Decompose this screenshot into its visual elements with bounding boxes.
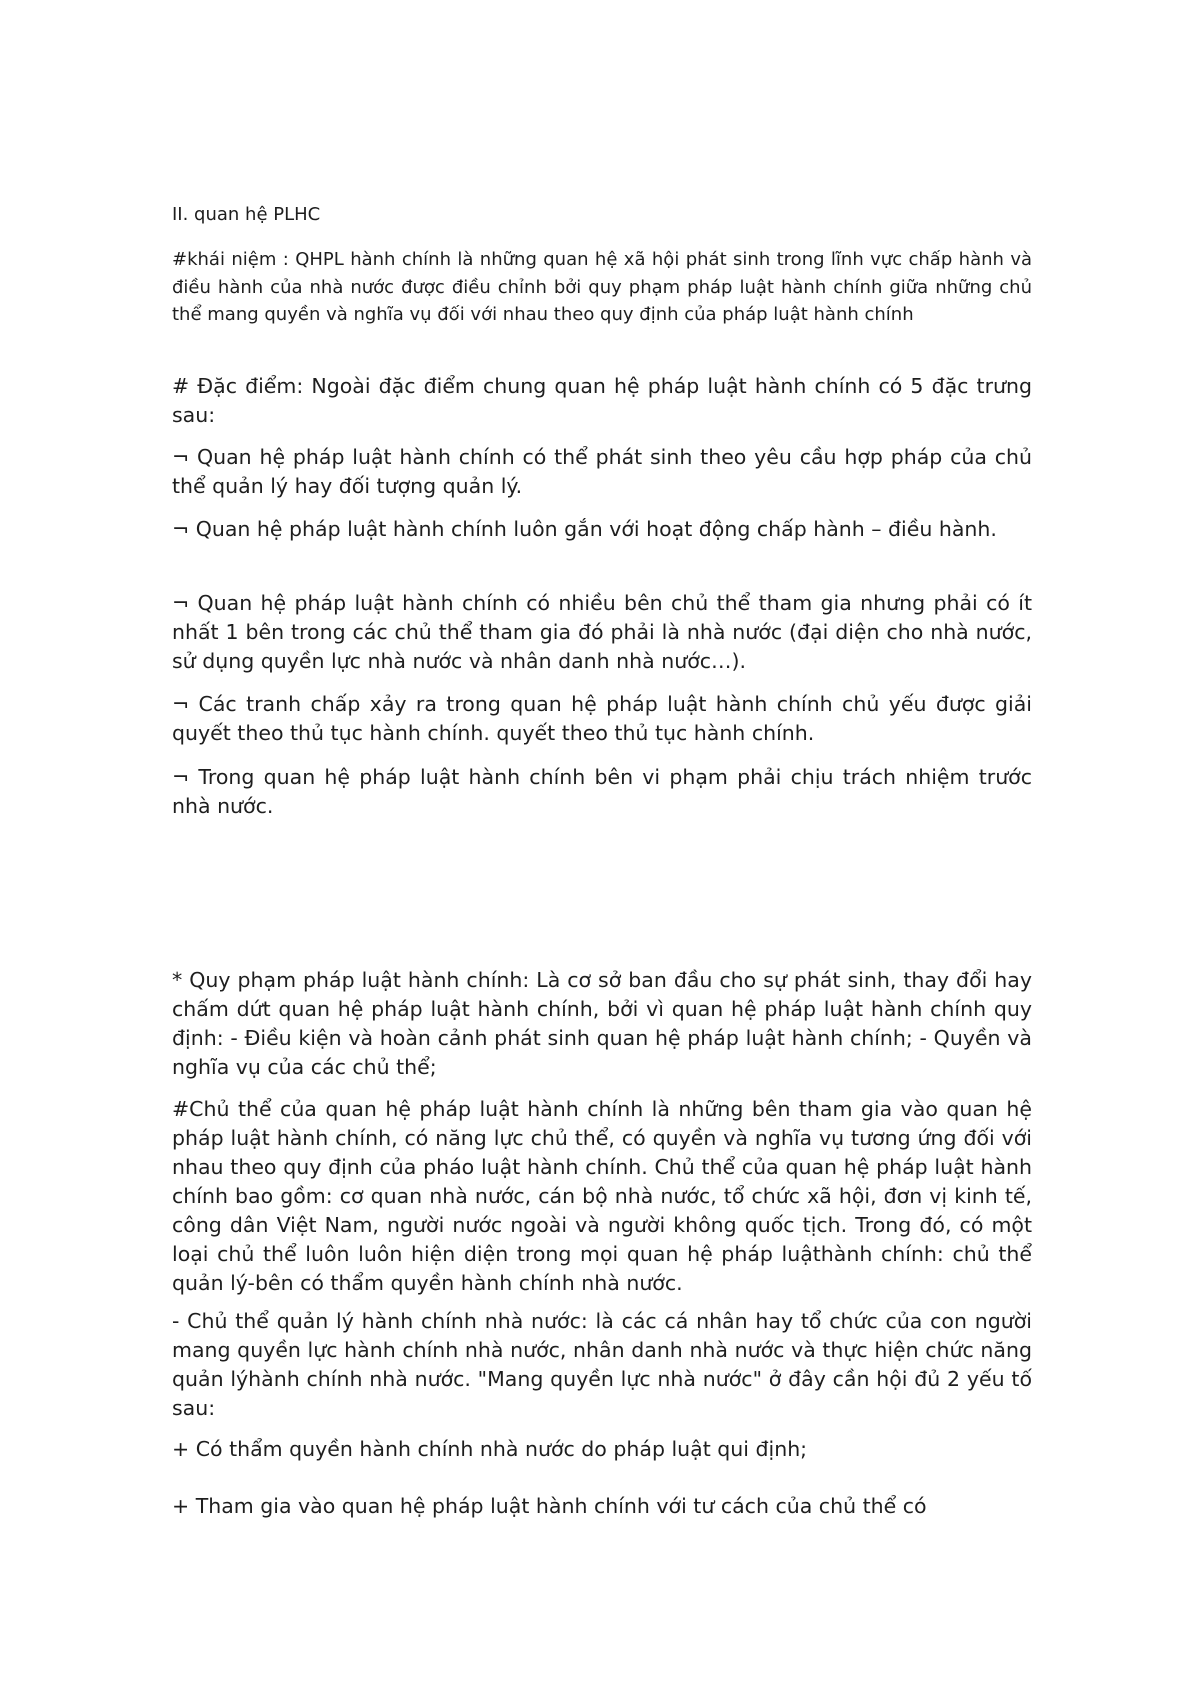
characteristic-item-1: ¬ Quan hệ pháp luật hành chính có thể phát sinh theo yêu cầu hợp pháp của chủ thể quản lý hay đối tượng quản lý.	[172, 445, 1032, 498]
characteristics-heading: # Đặc điểm: Ngoài đặc điểm chung quan hệ pháp luật hành chính có 5 đặc trưng sau:	[172, 374, 1032, 427]
characteristic-item-5: ¬ Trong quan hệ pháp luật hành chính bên vi phạm phải chịu trách nhiệm trước nhà nước.	[172, 765, 1032, 818]
norm-paragraph: * Quy phạm pháp luật hành chính: Là cơ sở ban đầu cho sự phát sinh, thay đổi hay chấm dứt quan hệ pháp luật hành chính, bởi vì quan hệ pháp luật hành chính quy định: - Điều kiện và hoàn cảnh phát sinh quan hệ pháp luật hành chính; - Quyền và nghĩa vụ của các chủ thể;	[172, 968, 1032, 1079]
characteristic-item-3: ¬ Quan hệ pháp luật hành chính có nhiều bên chủ thể tham gia nhưng phải có ít nhất 1 bên trong các chủ thể tham gia đó phải là nhà nước (đại diện cho nhà nước, sử dụng quyền lực nhà nước và nhân danh nhà nước…).	[172, 591, 1032, 673]
requirement-item-2: + Tham gia vào quan hệ pháp luật hành chính với tư cách của chủ thể có	[172, 1494, 927, 1518]
definition-paragraph: #khái niệm : QHPL hành chính là những quan hệ xã hội phát sinh trong lĩnh vực chấp hành và điều hành của nhà nước được điều chỉnh bởi quy phạm pháp luật hành chính giữa những chủ thể mang quyền và nghĩa vụ đối với nhau theo quy định của pháp luật hành chính	[172, 249, 1032, 325]
subject-paragraph: #Chủ thể của quan hệ pháp luật hành chính là những bên tham gia vào quan hệ pháp luật hành chính, có năng lực chủ thể, có quyền và nghĩa vụ tương ứng đối với nhau theo quy định của pháo luật hành chính. Chủ thể của quan hệ pháp luật hành chính bao gồm: cơ quan nhà nước, cán bộ nhà nước, tổ chức xã hội, đơn vị kinh tế, công dân Việt Nam, người nước ngoài và người không quốc tịch. Trong đó, có một loại chủ thể luôn luôn hiện diện trong mọi quan hệ pháp luậthành chính: chủ thể quản lý-bên có thẩm quyền hành chính nhà nước.	[172, 1097, 1032, 1295]
requirement-item-1: + Có thẩm quyền hành chính nhà nước do pháp luật qui định;	[172, 1437, 808, 1461]
characteristic-item-4: ¬ Các tranh chấp xảy ra trong quan hệ pháp luật hành chính chủ yếu được giải quyết theo thủ tục hành chính. quyết theo thủ tục hành chính.	[172, 692, 1032, 745]
management-subject-paragraph: - Chủ thể quản lý hành chính nhà nước: là các cá nhân hay tổ chức của con người mang quyền lực hành chính nhà nước, nhân danh nhà nước và thực hiện chức năng quản lýhành chính nhà nước. "Mang quyền lực nhà nước" ở đây cần hội đủ 2 yếu tố sau:	[172, 1309, 1032, 1420]
section-heading: II. quan hệ PLHC	[172, 204, 321, 225]
characteristic-item-2: ¬ Quan hệ pháp luật hành chính luôn gắn với hoạt động chấp hành – điều hành.	[172, 517, 997, 541]
